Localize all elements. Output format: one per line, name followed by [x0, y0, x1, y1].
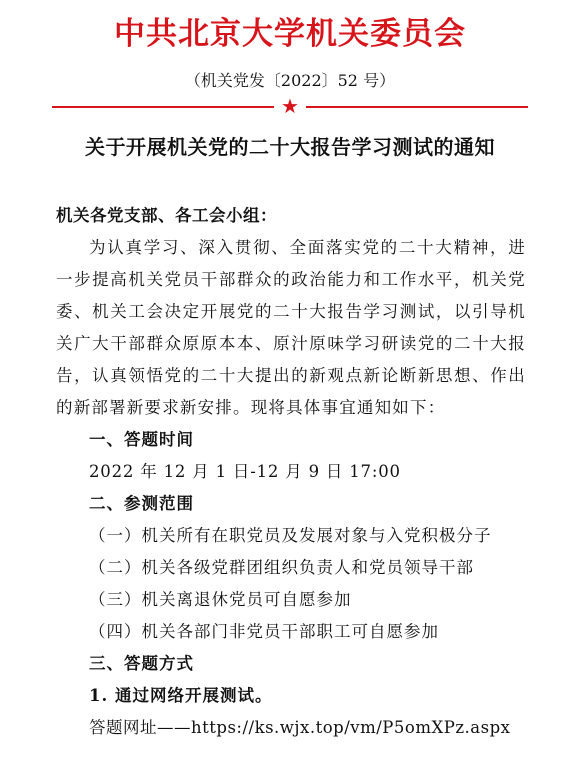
- scope-item-3: （三）机关离退休党员可自愿参加: [89, 590, 352, 609]
- method-sub-heading: 1. 通过网络开展测试。: [89, 686, 273, 705]
- scope-item-1: （一）机关所有在职党员及发展对象与入党积极分子: [89, 526, 492, 545]
- answer-url-link[interactable]: 答题网址——https://ks.wjx.top/vm/P5omXPz.aspx: [89, 718, 511, 737]
- divider-line-left: [52, 106, 274, 108]
- red-star-icon: ★: [281, 94, 299, 118]
- notice-body: [56, 200, 526, 744]
- salutation: 机关各党支部、各工会小组：: [56, 206, 277, 225]
- org-title: 中共北京大学机关委员会: [114, 16, 466, 52]
- scope-item-2: （二）机关各级党群团组织负责人和党员领导干部: [89, 558, 474, 577]
- scope-item-4: （四）机关各部门非党员干部职工可自愿参加: [89, 622, 439, 641]
- section-heading-time: 一、答题时间: [89, 430, 194, 449]
- answer-time-value: 2022 年 12 月 1 日-12 月 9 日 17:00: [89, 462, 401, 481]
- divider-line-right: [306, 106, 528, 108]
- red-divider: [52, 94, 528, 118]
- document-number: （机关党发〔2022〕52 号）: [184, 71, 396, 90]
- intro-paragraph: 为认真学习、深入贯彻、全面落实党的二十大精神，进一步提高机关党员干部群众的政治能力和工作水平，机关党委、机关工会决定开展党的二十大报告学习测试，以引导机关广大干部群众原原本本、原汁原味学习研读党的二十大报告，认真领悟党的二十大提出的新观点新论断新思想、作出的新部署新要求新安排。现将具体事宜通知如下：: [56, 238, 526, 417]
- section-heading-method: 三、答题方式: [89, 654, 194, 673]
- notice-title: 关于开展机关党的二十大报告学习测试的通知: [85, 135, 495, 159]
- section-heading-scope: 二、参测范围: [89, 494, 194, 513]
